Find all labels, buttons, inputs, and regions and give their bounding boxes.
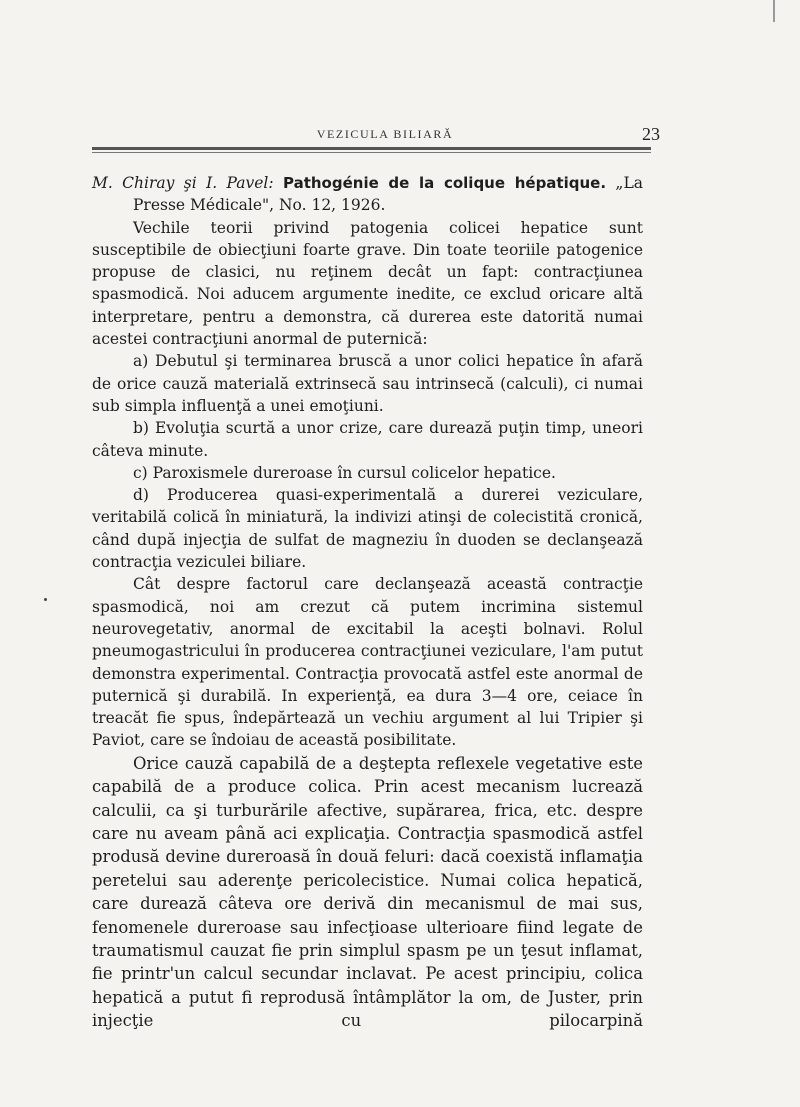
paragraph-factor: Cât despre factorul care declanşează această contracţie spasmodică, noi am crezut că putem incrimina sistemul neurovegetativ, anormal de excitabil la aceşti bolnavi. Rolul pneumogastricului în producerea contracţiunei veziculare, l'am putut demonstra experimental. Contracţia provocată astfel este anormal de puternică şi durabilă. In experienţă, ea dura 3—4 ore, ceiace în treacăt fie spus, îndepărtează un vechiu argument al lui Tripier şi Paviot, care se îndoiau de această posibilitate.	[92, 575, 643, 750]
reference-source: „La Presse Médicale", No. 12, 1926.	[133, 174, 643, 215]
body-text	[92, 172, 643, 1033]
reference-authors: M. Chiray şi I. Pavel:	[92, 174, 274, 192]
scan-edge-mark	[773, 0, 775, 22]
list-item-a: a) Debutul şi terminarea bruscă a unor colici hepatice în afară de orice cauză materială extrinsecă sau intrinsecă (calculi), ci numai sub simpla influenţă a unei emoţiuni.	[92, 352, 643, 415]
page-number: 23	[642, 124, 660, 144]
list-item-b: b) Evoluţia scurtă a unor crize, care durează puţin timp, uneori câteva minute.	[92, 419, 643, 460]
reference-entry	[92, 172, 643, 217]
paragraph-cause: Orice cauză capabilă de a deştepta reflexele vegetative este capabilă de a produce colica. Prin acest mecanism lucrează calculii, ca şi turburările afective, supărarea, frica, etc. despre care nu aveam până aci explicaţia. Contracţia spasmodică astfel produsă devine dureroasă în două feluri: dacă coexistă inflamaţia peretelui sau aderenţe pericolecistice. Numai colica hepatică, care durează câteva ore derivă din mecanismul de mai sus, fenomenele dureroase sau infecţioase ulterioare fiind legate de traumatismul cauzat fie prin simplul spasm pe un ţesut inflamat, fie printr'un calcul secundar inclavat. Pe acest principiu, colica hepatică a putut fi reprodusă întâmplător la om, de Juster, prin injecţie cu pilocarpină	[92, 753, 643, 1031]
reference-title: Pathogénie de la colique hépatique.	[282, 174, 607, 192]
running-head-title: VEZICULA BILIARĂ	[316, 127, 454, 141]
header-rule-thin	[92, 152, 651, 153]
margin-mark	[44, 598, 47, 601]
list-item-d: d) Producerea quasi-experimentală a durerei veziculare, veritabilă colică în miniatură, la indivizi atinşi de colecistită cronică, când după injecţia de sulfat de magneziu în duoden se declanşează contracţia veziculei biliare.	[92, 486, 643, 572]
header-rule-thick	[92, 147, 651, 150]
list-item-c: c) Paroxismele dureroase în cursul colicelor hepatice.	[133, 463, 556, 482]
paragraph-intro: Vechile teorii privind patogenia colicei hepatice sunt susceptibile de obiecţiuni foarte grave. Din toate teoriile patogenice propuse de clasici, nu reţinem decât un fapt: contracţiunea spasmodică. Noi aducem argumente inedite, ce exclud oricare altă interpretare, pentru a demonstra, că durerea este datorită numai acestei contracţiuni anormal de puternică:	[92, 218, 643, 349]
